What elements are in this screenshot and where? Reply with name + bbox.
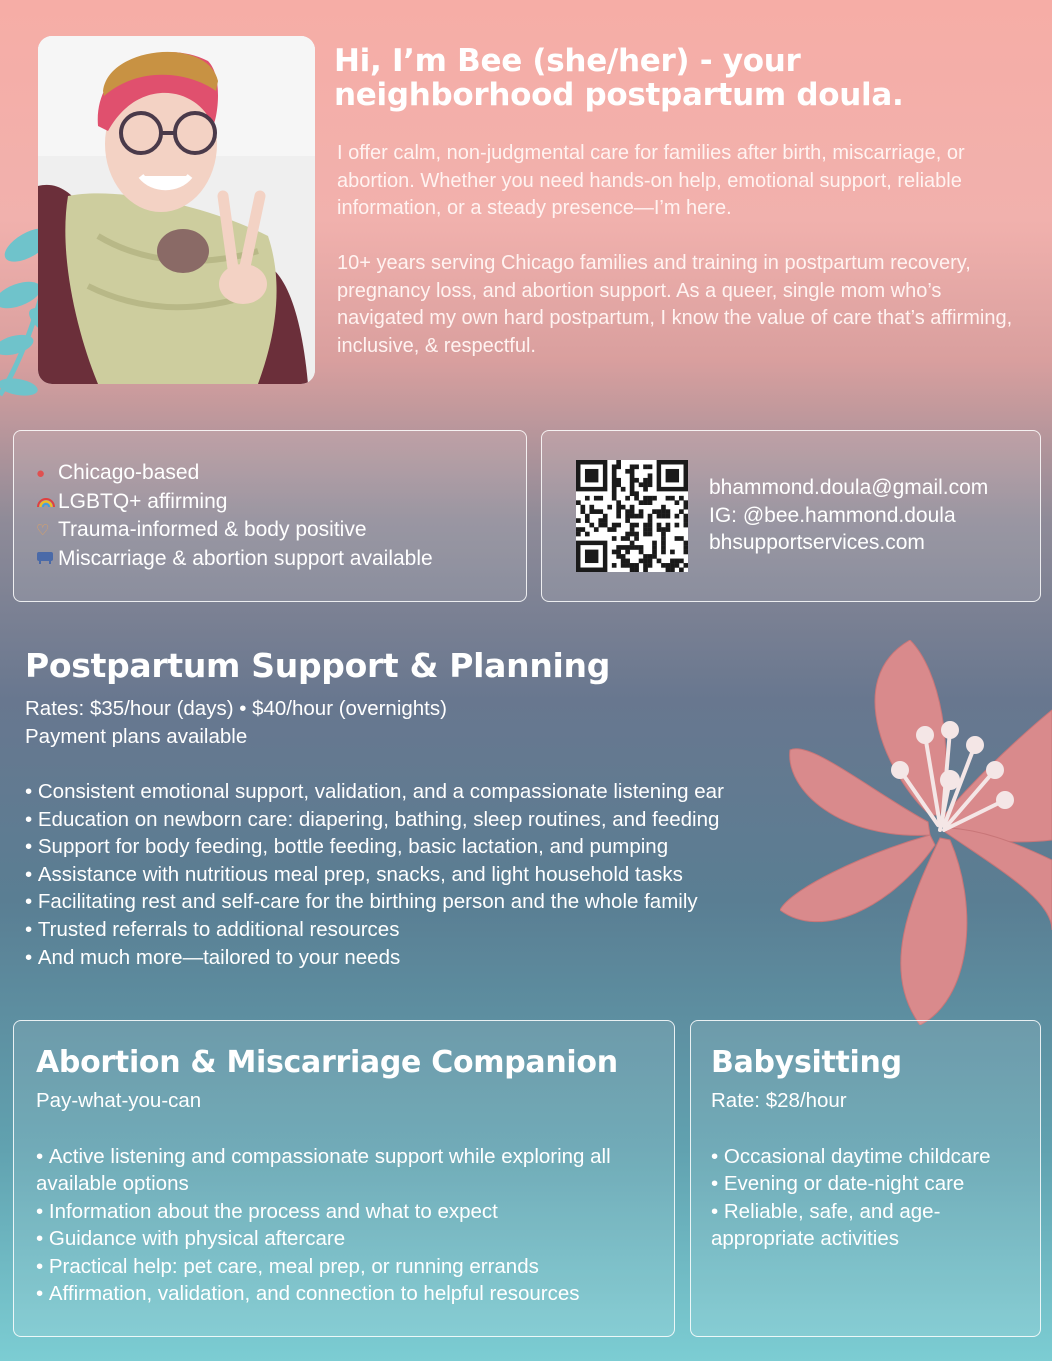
postpartum-list (25, 778, 825, 971)
list-item: • Evening or date-night care (711, 1170, 1031, 1198)
instagram-handle[interactable]: IG: @bee.hammond.doula (709, 503, 956, 527)
babysitting-rate: Rate: $28/hour (711, 1089, 847, 1112)
abortion-list (36, 1143, 651, 1309)
website-link[interactable]: bhsupportservices.com (709, 531, 925, 554)
email-link[interactable]: bhammond.doula@gmail.com (709, 476, 989, 499)
hero-title (334, 44, 1034, 112)
profile-photo (38, 36, 315, 384)
hero-title-line2: neighborhood postpartum doula. (334, 77, 904, 113)
list-item: • Education on newborn care: diapering, bathing, sleep routines, and feeding (25, 806, 825, 834)
intro-paragraph: I offer calm, non-judgmental care for families after birth, miscarriage, or abortion. Whether you need hands-on help, emotional support, reliable information, or a steady presence—I’m here. (337, 142, 965, 219)
experience-paragraph: 10+ years serving Chicago families and training in postpartum recovery, pregnancy loss, and abortion support. As a queer, single mom who’s navigated my own hard postpartum, I know the value of care that’s affirming, inclusive, & respectful. (337, 252, 1013, 357)
postpartum-rates: Rates: $35/hour (days) • $40/hour (overnights) (25, 697, 447, 720)
seat-icon (36, 546, 58, 574)
list-item: • Occasional daytime childcare (711, 1143, 1031, 1171)
abortion-title: Abortion & Miscarriage Companion (36, 1045, 618, 1080)
list-item: • Assistance with nutritious meal prep, snacks, and light household tasks (25, 861, 825, 889)
rainbow-icon (36, 489, 58, 517)
list-item: • Affirmation, validation, and connection to helpful resources (36, 1280, 651, 1308)
list-item: • Facilitating rest and self-care for the birthing person and the whole family (25, 888, 825, 916)
list-item: • Information about the process and what to expect (36, 1198, 651, 1226)
qr-code[interactable] (576, 460, 688, 572)
babysitting-title: Babysitting (711, 1045, 902, 1080)
list-item: • Support for body feeding, bottle feeding, basic lactation, and pumping (25, 833, 825, 861)
postpartum-payment: Payment plans available (25, 724, 248, 748)
babysitting-list (711, 1143, 1031, 1253)
list-item: • Reliable, safe, and age-appropriate activities (711, 1198, 1031, 1253)
list-item: • Active listening and compassionate support while exploring all available options (36, 1143, 651, 1198)
babysitting-card (690, 1020, 1041, 1337)
list-item: • Practical help: pet care, meal prep, or running errands (36, 1253, 651, 1281)
abortion-rate: Pay-what-you-can (36, 1089, 202, 1112)
highlight-item: Miscarriage & abortion support available (36, 545, 433, 574)
highlight-item: LGBTQ+ affirming (36, 488, 433, 517)
pin-icon: ● (36, 465, 46, 482)
postpartum-section (25, 645, 825, 971)
hands-icon: ♡ (36, 522, 50, 539)
list-item: • And much more—tailored to your needs (25, 944, 825, 972)
postpartum-title: Postpartum Support & Planning (25, 646, 611, 685)
abortion-card (13, 1020, 675, 1337)
contact-card (541, 430, 1041, 602)
highlights-card (13, 430, 527, 602)
list-item: • Guidance with physical aftercare (36, 1225, 651, 1253)
hero-title-line1: Hi, I’m Bee (she/her) - your (334, 43, 801, 79)
list-item: • Trusted referrals to additional resources (25, 916, 825, 944)
list-item: • Consistent emotional support, validation, and a compassionate listening ear (25, 778, 825, 806)
highlight-item: ♡ Trauma-informed & body positive (36, 516, 433, 545)
highlight-item: ● Chicago-based (36, 459, 433, 488)
